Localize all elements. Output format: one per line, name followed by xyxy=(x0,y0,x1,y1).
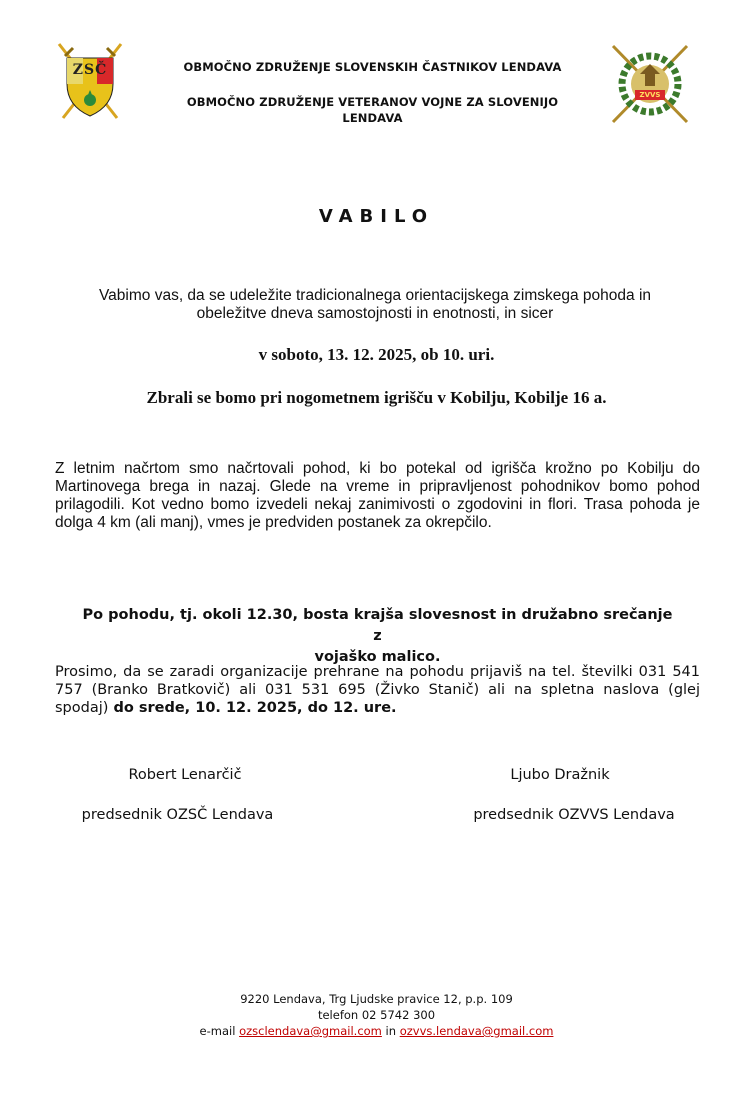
after-event-line-2: vojaško malico. xyxy=(314,649,441,665)
signature-left-name: Robert Lenarčič xyxy=(128,767,242,783)
event-date: v soboto, 13. 12. 2025, ob 10. uri. xyxy=(258,345,495,364)
org-name-veterans-line-2: LENDAVA xyxy=(342,111,403,125)
org-name-veterans-line-1: OBMOČNO ZDRUŽENJE VETERANOV VOJNE ZA SLOVENIJO xyxy=(186,95,559,109)
footer xyxy=(0,991,753,1039)
ozsc-emblem-icon xyxy=(55,40,125,122)
ozsc-logo xyxy=(55,40,125,122)
footer-email-line xyxy=(0,1023,753,1039)
registration-deadline: do srede, 10. 12. 2025, do 12. ure. xyxy=(108,700,397,716)
signature-right-name: Ljubo Dražnik xyxy=(510,767,610,783)
signature-left-role: predsednik OZSČ Lendava xyxy=(81,807,274,823)
ozvvs-logo xyxy=(607,40,693,126)
footer-phone: telefon 02 5742 300 xyxy=(317,1008,436,1022)
email-link-ozvvs[interactable]: ozvvs.lendava@gmail.com xyxy=(399,1024,554,1038)
after-event-note xyxy=(80,605,675,668)
signature-right-role: predsednik OZVVS Lendava xyxy=(473,807,675,823)
footer-address: 9220 Lendava, Trg Ljudske pravice 12, p.p. 109 xyxy=(240,992,513,1006)
org-name-officers: OBMOČNO ZDRUŽENJE SLOVENSKIH ČASTNIKOV LENDAVA xyxy=(183,60,562,74)
intro-line-2: obeležitve dneva samostojnosti in enotnosti, in sicer xyxy=(196,305,554,322)
registration-text xyxy=(55,663,700,717)
meeting-place: Zbrali se bomo pri nogometnem igrišču v Kobilju, Kobilje 16 a. xyxy=(146,388,607,407)
footer-email-prefix: e-mail xyxy=(199,1024,240,1038)
ozvvs-emblem-icon xyxy=(607,40,693,126)
intro-text xyxy=(60,287,690,323)
registration-body: Prosimo, da se zaradi organizacije prehrane na pohodu prijaviš na tel. številki 031 541 757 (Branko Bratkovič) ali 031 531 695 (Živko Stanič) ali na spletna naslova (glej spodaj) xyxy=(55,664,700,716)
document-title: VABILO xyxy=(318,206,435,227)
email-link-ozsc[interactable]: ozsclendava@gmail.com xyxy=(239,1024,382,1038)
after-event-line-1: Po pohodu, tj. okoli 12.30, bosta krajša slovesnost in družabno srečanje z xyxy=(82,607,673,644)
route-description: Z letnim načrtom smo načrtovali pohod, ki bo potekal od igrišča krožno po Kobilju do Martinovega brega in nazaj. Glede na vreme in pripravljenost pohodnikov bomo pohod prilagodili. Kot vedno bomo izvedeli nekaj zanimivosti o zgodovini in flori. Trasa pohoda je dolga 4 km (ali manj), vmes je predviden postanek za okrepčilo. xyxy=(55,460,700,531)
intro-line-1: Vabimo vas, da se udeležite tradicionalnega orientacijskega zimskega pohoda in xyxy=(98,287,652,304)
org-name-veterans xyxy=(150,94,595,126)
ozsc-logo-text: ZSČ xyxy=(72,62,108,78)
footer-email-join: in xyxy=(381,1024,400,1038)
ozvvs-logo-text: ZVVS xyxy=(639,91,661,99)
